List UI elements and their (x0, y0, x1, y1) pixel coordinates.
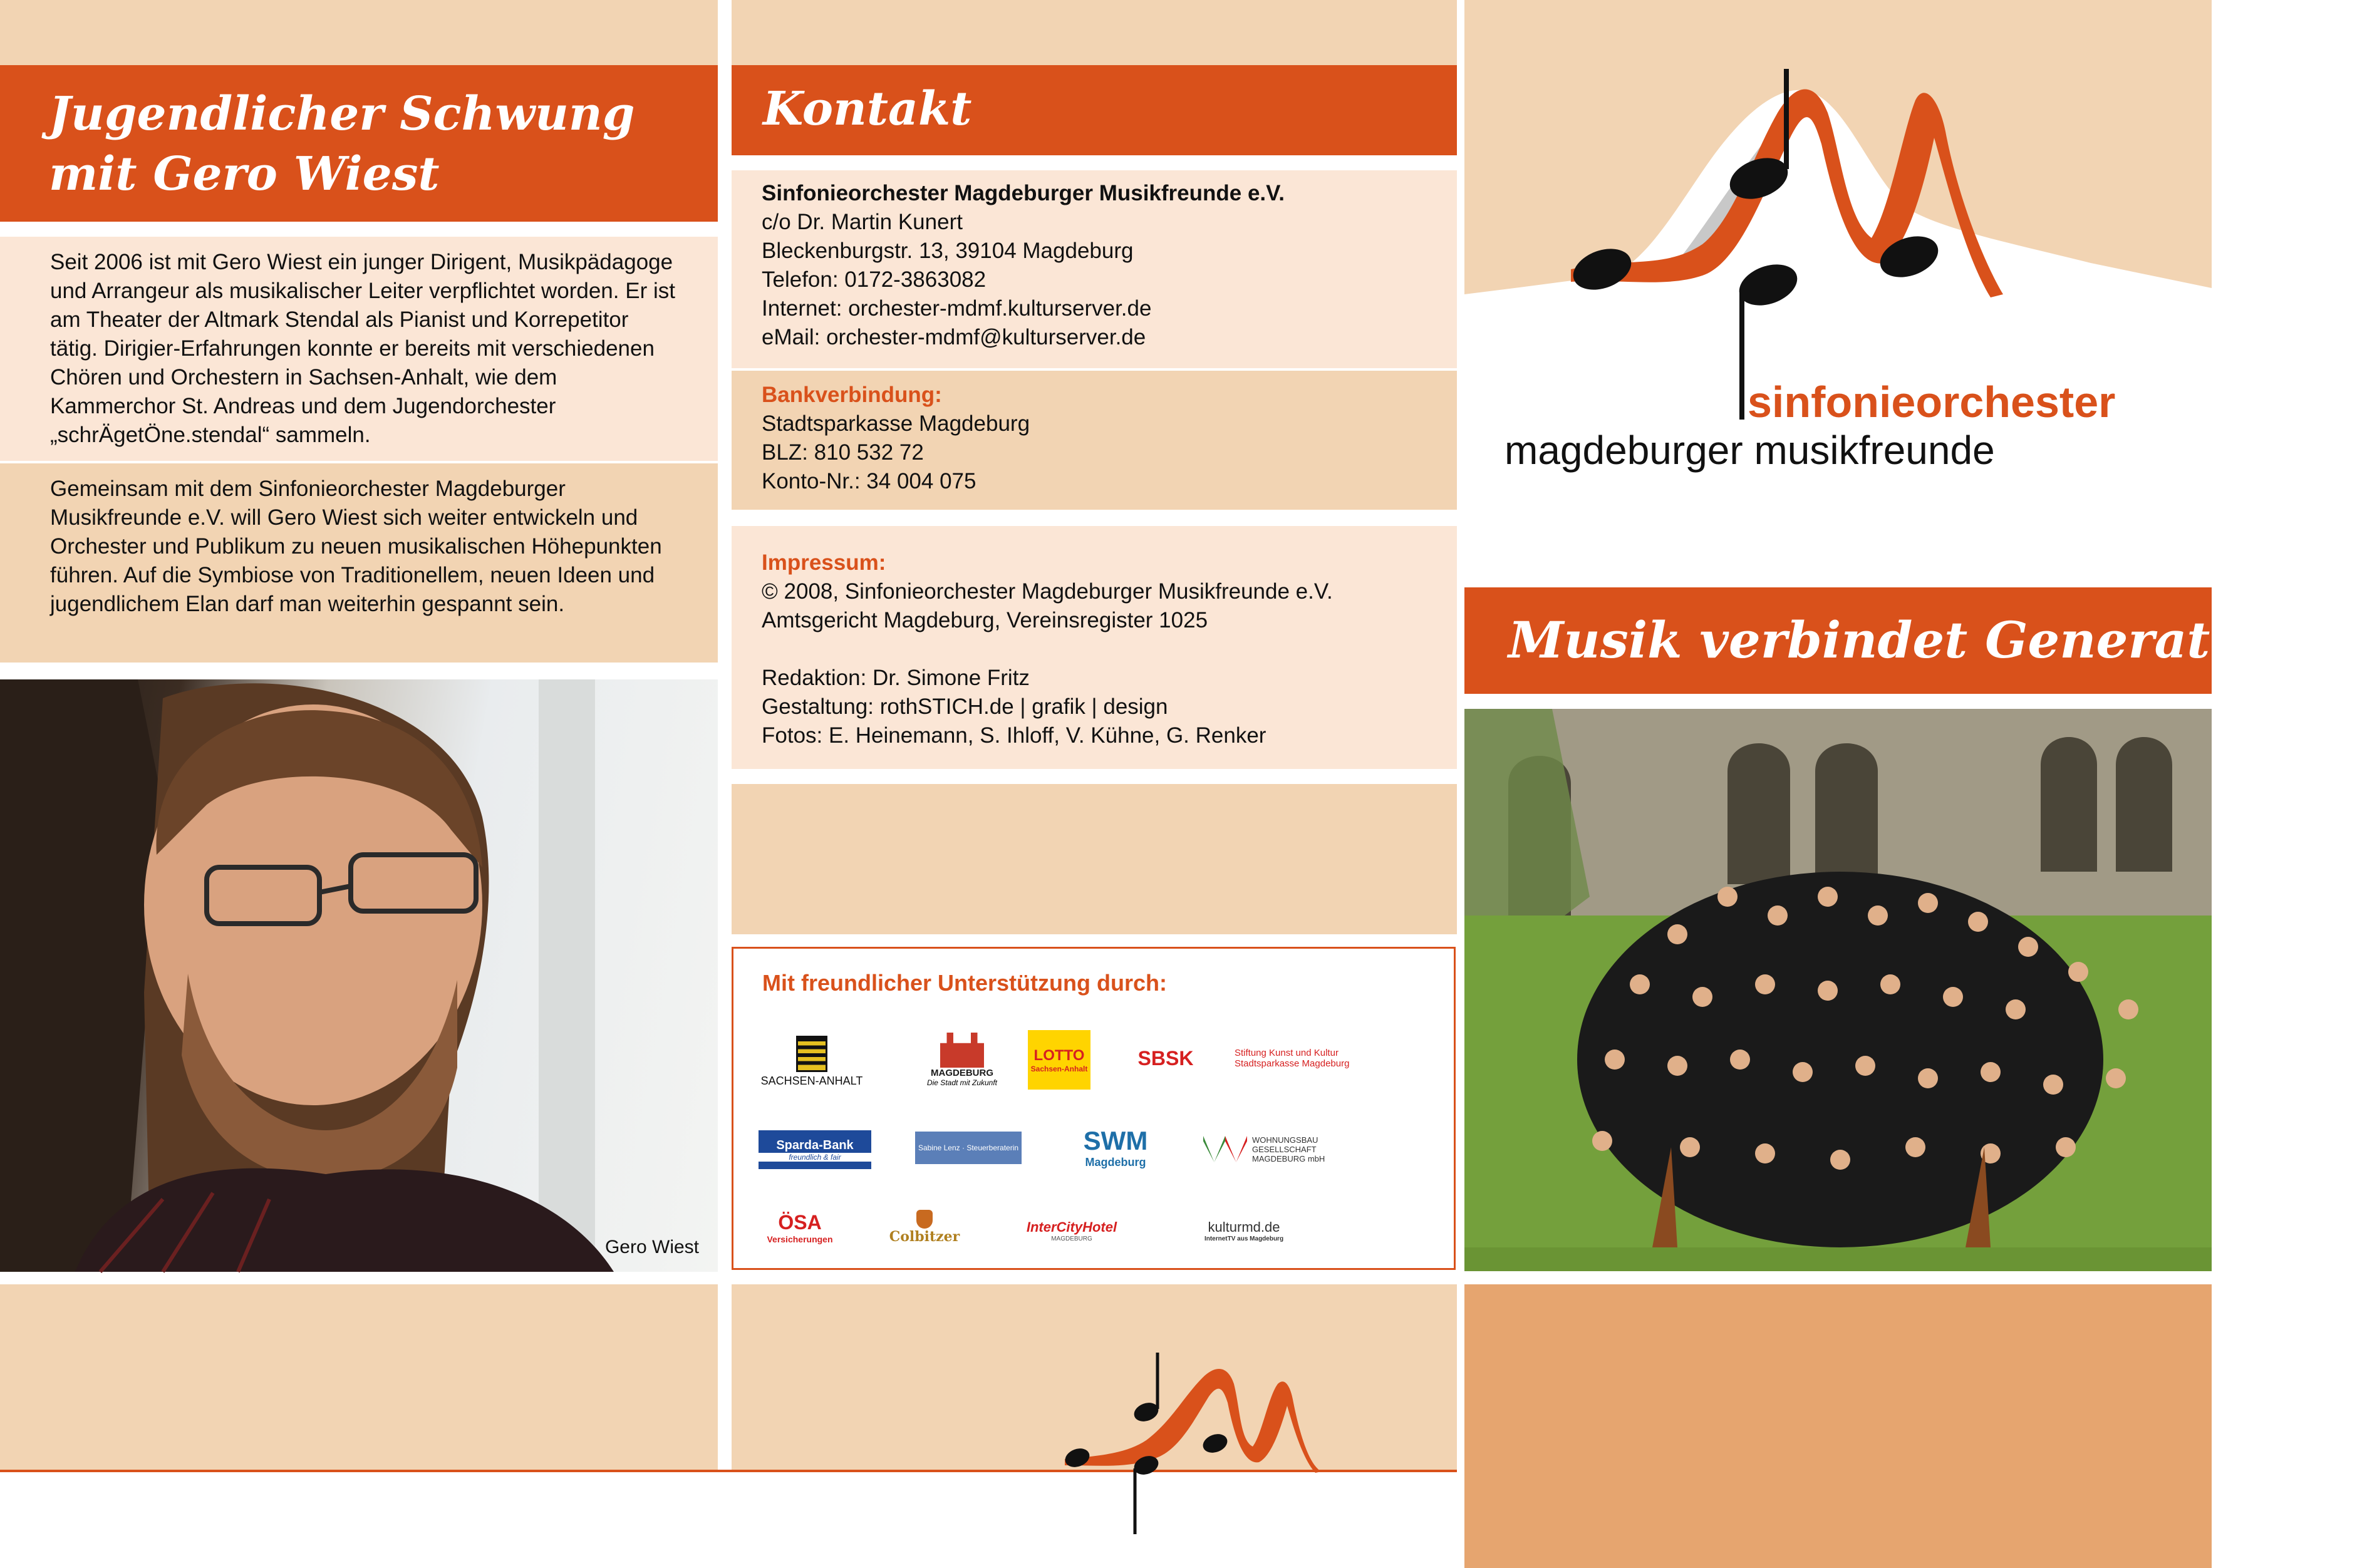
bank-title: Bankverbindung: (762, 383, 942, 407)
contact-org: Sinfonieorchester Magdeburger Musikfreunde e.V. (762, 181, 1285, 205)
sponsor-wobau-logo (1203, 1127, 1416, 1171)
sponsor-intercity-subtext: MAGDEBURG (1051, 1235, 1092, 1242)
sponsor-stiftung-logo (1235, 1036, 1416, 1080)
sponsor-lotto-subtext: Sachsen-Anhalt (1030, 1064, 1088, 1073)
sponsor-magdeburg-text: MAGDEBURG (931, 1068, 993, 1078)
sponsor-colbitzer-text: Colbitzer (889, 1229, 960, 1245)
impressum-line: Amtsgericht Magdeburg, Vereinsregister 1025 (762, 608, 1208, 632)
tagline: Musik verbindet Generationen (1508, 611, 2367, 669)
sponsor-kulturmd-text: kulturmd.de (1208, 1219, 1280, 1235)
orchestra-photo (1464, 709, 2212, 1271)
left-paragraph-1: Seit 2006 ist mit Gero Wiest ein junger Dirigent, Musikpädagoge und Arrangeur als musikalischer Leiter verpflichtet worden. Er ist am Theater der Altmark Stendal als Pianist und Korrepetitor tätig. Dirigier-Erfahrungen konnte er bereits mit verschiedenen Chören und Orchestern in Sachsen-Anhalt, wie dem Kammerchor St. Andreas und dem Jugendorchester „schrÄgetÖne.stendal“ sammeln. (50, 250, 675, 447)
sponsor-sbsk-logo: SBSK (1137, 1046, 1194, 1070)
logo-text-magdeburger-musikfreunde: magdeburger musikfreunde (1505, 428, 1995, 473)
sponsors-title: Mit freundlicher Unterstützung durch: (762, 970, 1167, 996)
sponsor-stiftung-subtext: Stadtsparkasse Magdeburg (1235, 1058, 1350, 1069)
left-heading-line1: Jugendlicher Schwung (49, 87, 635, 141)
sponsor-oesa-text: ÖSA (778, 1210, 822, 1234)
sponsors-box (732, 947, 1456, 1270)
contact-phone: Telefon: 0172-3863082 (762, 267, 987, 292)
contact-email: eMail: orchester-mdmf@kulturserver.de (762, 325, 1146, 349)
sponsor-lotto-text: LOTTO (1033, 1046, 1085, 1064)
sponsor-sachsen-anhalt-text: SACHSEN-ANHALT (760, 1074, 863, 1087)
left-paragraph-2-block (0, 463, 718, 663)
contact-block (732, 170, 1457, 368)
right-bottom-band (1464, 1284, 2212, 1568)
bank-block (732, 371, 1457, 510)
sponsor-oesa-subtext: Versicherungen (767, 1234, 833, 1244)
sponsor-lenz-logo: Sabine Lenz · Steuerberaterin (915, 1132, 1022, 1164)
portrait-photo (0, 679, 718, 1272)
sponsor-oesa-logo (756, 1202, 844, 1252)
tagline-band (1464, 587, 2367, 694)
kontakt-heading: Kontakt (763, 82, 972, 136)
sponsor-intercity-logo (1009, 1212, 1134, 1249)
bank-line: Stadtsparkasse Magdeburg (762, 411, 1030, 436)
left-paragraph-1-block (0, 237, 718, 461)
orchestra-logo-graphic (1464, 56, 2212, 432)
left-heading-line2: mit Gero Wiest (49, 147, 440, 201)
impressum-line: Fotos: E. Heinemann, S. Ihloff, V. Kühne, G. Renker (762, 723, 1266, 748)
left-heading (49, 84, 634, 204)
sponsor-sparda-text: Sparda-Bank (776, 1138, 854, 1152)
impressum-title: Impressum: (762, 550, 886, 575)
sponsor-magdeburg-logo (915, 1024, 1009, 1096)
sponsor-stiftung-text: Stiftung Kunst und Kultur (1235, 1048, 1339, 1058)
left-bottom-band (0, 1284, 718, 1470)
sponsor-lotto-logo (1028, 1030, 1090, 1090)
sponsor-intercity-text: InterCityHotel (1026, 1219, 1117, 1235)
sponsor-kulturmd-logo (1184, 1212, 1303, 1249)
bank-line: Konto-Nr.: 34 004 075 (762, 469, 976, 493)
orchestra-illustration (1464, 709, 2212, 1271)
contact-website: Internet: orchester-mdmf.kulturserver.de (762, 296, 1152, 321)
impressum-line: © 2008, Sinfonieorchester Magdeburger Musikfreunde e.V. (762, 579, 1333, 604)
sponsor-magdeburg-slogan: Die Stadt mit Zukunft (926, 1078, 998, 1087)
portrait-illustration (0, 679, 718, 1272)
left-heading-band (0, 65, 718, 222)
sponsor-swm-logo (1072, 1121, 1159, 1174)
impressum-block (732, 526, 1457, 769)
kontakt-heading-band (732, 65, 1457, 155)
contact-line: c/o Dr. Martin Kunert (762, 210, 963, 234)
middle-empty-band (732, 784, 1457, 934)
sponsor-sparda-slogan: freundlich & fair (759, 1153, 871, 1162)
sponsor-swm-text: SWM (1083, 1126, 1148, 1155)
small-logo-graphic (1052, 1346, 1340, 1540)
logo-text-sinfonieorchester: sinfonieorchester (1748, 378, 2116, 426)
photo-caption: Gero Wiest (604, 1237, 699, 1257)
impressum-line: Redaktion: Dr. Simone Fritz (762, 666, 1030, 690)
sponsor-kulturmd-subtext: InternetTV aus Magdeburg (1204, 1235, 1284, 1242)
sponsor-sparda-logo (759, 1130, 871, 1169)
middle-top-band (732, 0, 1457, 65)
sponsor-sachsen-anhalt-logo (752, 1030, 871, 1093)
left-paragraph-2: Gemeinsam mit dem Sinfonieorchester Magdeburger Musikfreunde e.V. will Gero Wiest sich weiter entwickeln und Orchester und Publikum zu neuen musikalischen Höhepunkten führen. Auf die Symbiose von Traditionellem, neuen Ideen und jugendlichem Elan darf man weiterhin gespannt sein. (50, 477, 662, 616)
sponsor-colbitzer-logo (878, 1199, 971, 1256)
contact-address: Bleckenburgstr. 13, 39104 Magdeburg (762, 239, 1134, 263)
bank-line: BLZ: 810 532 72 (762, 440, 924, 465)
sponsor-swm-subtext: Magdeburg (1085, 1156, 1146, 1168)
impressum-line: Gestaltung: rothSTICH.de | grafik | design (762, 694, 1168, 719)
sponsor-wobau-text: WOHNUNGSBAU GESELLSCHAFT MAGDEBURG mbH (1252, 1135, 1325, 1163)
left-top-band (0, 0, 718, 65)
